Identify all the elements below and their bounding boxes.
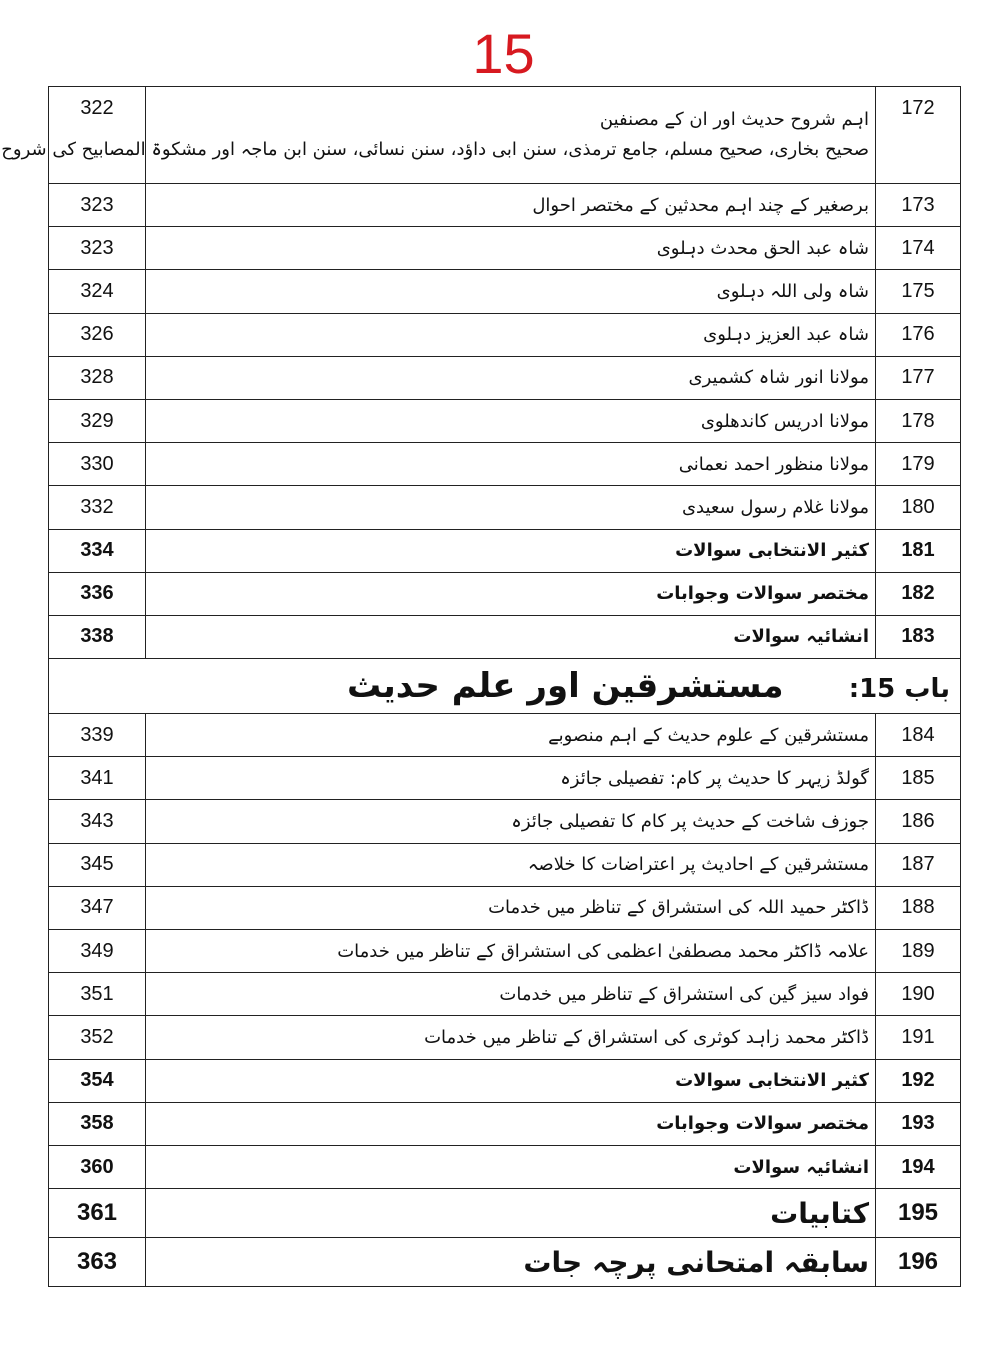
toc-row (49, 313, 961, 356)
entry-number: 188 (876, 886, 961, 929)
page-ref: 323 (49, 227, 146, 270)
entry-title: کثیر الانتخابی سوالات (146, 1059, 876, 1102)
toc-row (49, 973, 961, 1016)
toc-row (49, 87, 961, 184)
toc-row (49, 227, 961, 270)
page-ref: 361 (49, 1189, 146, 1238)
page-ref: 349 (49, 930, 146, 973)
entry-title: مولانا انور شاہ کشمیری (146, 356, 876, 399)
toc-row (49, 572, 961, 615)
toc-row (49, 1238, 961, 1287)
page-ref: 336 (49, 572, 146, 615)
page-ref: 354 (49, 1059, 146, 1102)
entry-number: 179 (876, 443, 961, 486)
page-ref: 341 (49, 757, 146, 800)
entry-title: فواد سیز گین کی استشراق کے تناظر میں خدمات (146, 973, 876, 1016)
entry-number: 183 (876, 615, 961, 658)
toc-row (49, 270, 961, 313)
entries-group-a (49, 184, 961, 530)
entry-title: جوزف شاخت کے حدیث پر کام کا تفصیلی جائزہ (146, 800, 876, 843)
entry-title: ڈاکٹر محمد زاہد کوثری کی استشراق کے تناظر میں خدمات (146, 1016, 876, 1059)
entry-number: 177 (876, 356, 961, 399)
entry-title: مستشرقین کے احادیث پر اعتراضات کا خلاصہ (146, 843, 876, 886)
entry-number: 176 (876, 313, 961, 356)
page-ref: 324 (49, 270, 146, 313)
entry-title: مولانا ادریس کاندھلوی (146, 399, 876, 442)
entry-title: مولانا غلام رسول سعیدی (146, 486, 876, 529)
page-ref: 339 (49, 714, 146, 757)
entry-title: سابقہ امتحانی پرچہ جات (146, 1238, 876, 1287)
entry-number: 196 (876, 1238, 961, 1287)
entry-title-main: اہم شروح حدیث اور ان کے مصنفین (599, 109, 869, 130)
chapter-heading (49, 659, 961, 714)
toc-row (49, 757, 961, 800)
toc-row (49, 1102, 961, 1145)
page-ref: 338 (49, 615, 146, 658)
toc-row (49, 1145, 961, 1188)
page-ref: 328 (49, 356, 146, 399)
entry-number: 186 (876, 800, 961, 843)
entry-title: برصغیر کے چند اہم محدثین کے مختصر احوال (146, 184, 876, 227)
page-ref: 347 (49, 886, 146, 929)
entry-number: 195 (876, 1189, 961, 1238)
toc-row (49, 886, 961, 929)
entry-number: 194 (876, 1145, 961, 1188)
entry-subtitle: صحیح بخاری، صحیح مسلم، جامع ترمذی، سنن ابی داؤد، سنن نسائی، سنن ابن ماجہ اور مشکوۃ المصابیح کی شروح (1, 139, 869, 160)
entry-title: انشائیہ سوالات (146, 615, 876, 658)
entry-title: گولڈ زیہر کا حدیث پر کام: تفصیلی جائزہ (146, 757, 876, 800)
entry-number: 193 (876, 1102, 961, 1145)
page-ref: 334 (49, 529, 146, 572)
toc-row (49, 930, 961, 973)
entry-number: 174 (876, 227, 961, 270)
entry-number: 184 (876, 714, 961, 757)
page-ref: 323 (49, 184, 146, 227)
toc-row (49, 843, 961, 886)
page-ref: 352 (49, 1016, 146, 1059)
toc-row (49, 399, 961, 442)
toc-row (49, 615, 961, 658)
chapter-heading-row (49, 659, 961, 714)
entry-title: شاہ عبد العزیز دہلوی (146, 313, 876, 356)
toc-row (49, 443, 961, 486)
page-ref: 326 (49, 313, 146, 356)
entry-number: 172 (876, 87, 961, 184)
page-ref: 330 (49, 443, 146, 486)
toc-row (49, 486, 961, 529)
toc-row (49, 1016, 961, 1059)
page-ref: 358 (49, 1102, 146, 1145)
entry-number: 181 (876, 529, 961, 572)
page-ref: 363 (49, 1238, 146, 1287)
toc-row (49, 800, 961, 843)
entry-number: 190 (876, 973, 961, 1016)
entry-title: کثیر الانتخابی سوالات (146, 529, 876, 572)
entry-number: 189 (876, 930, 961, 973)
entry-title: مختصر سوالات وجوابات (146, 1102, 876, 1145)
page-ref: 329 (49, 399, 146, 442)
toc-row (49, 714, 961, 757)
entry-title: شاہ عبد الحق محدث دہلوی (146, 227, 876, 270)
entries-group-a-questions (49, 529, 961, 659)
page-ref: 332 (49, 486, 146, 529)
entry-title: کتابیات (146, 1189, 876, 1238)
toc-row (49, 529, 961, 572)
chapter-title: مستشرقین اور علم حدیث (347, 666, 784, 707)
entries-group-b (49, 714, 961, 1060)
entry-number: 180 (876, 486, 961, 529)
page-ref: 322 (49, 87, 146, 184)
toc-row (49, 1189, 961, 1238)
entries-group-appendix (49, 1189, 961, 1287)
entry-title: شاہ ولی اللہ دہلوی (146, 270, 876, 313)
entry-title: انشائیہ سوالات (146, 1145, 876, 1188)
page-ref: 360 (49, 1145, 146, 1188)
entry-number: 173 (876, 184, 961, 227)
entry-number: 192 (876, 1059, 961, 1102)
entry-number: 187 (876, 843, 961, 886)
page-ref: 343 (49, 800, 146, 843)
toc-row (49, 356, 961, 399)
page-ref: 345 (49, 843, 146, 886)
toc-row (49, 1059, 961, 1102)
page-ref: 351 (49, 973, 146, 1016)
entry-title: ڈاکٹر حمید اللہ کی استشراق کے تناظر میں خدمات (146, 886, 876, 929)
entry-number: 185 (876, 757, 961, 800)
entry-number: 191 (876, 1016, 961, 1059)
table-of-contents (1, 86, 961, 1287)
entry-number: 175 (876, 270, 961, 313)
entry-title: علامہ ڈاکٹر محمد مصطفیٰ اعظمی کی استشراق کے تناظر میں خدمات (146, 930, 876, 973)
entry-number: 182 (876, 572, 961, 615)
page-number: 15 (472, 22, 535, 85)
toc-row (49, 184, 961, 227)
entry-title: مولانا منظور احمد نعمانی (146, 443, 876, 486)
entry-number: 178 (876, 399, 961, 442)
chapter-label: باب 15: (848, 674, 950, 705)
entry-title: مختصر سوالات وجوابات (146, 572, 876, 615)
entry-title: مستشرقین کے علوم حدیث کے اہم منصوبے (146, 714, 876, 757)
entries-group-b-questions (49, 1059, 961, 1189)
